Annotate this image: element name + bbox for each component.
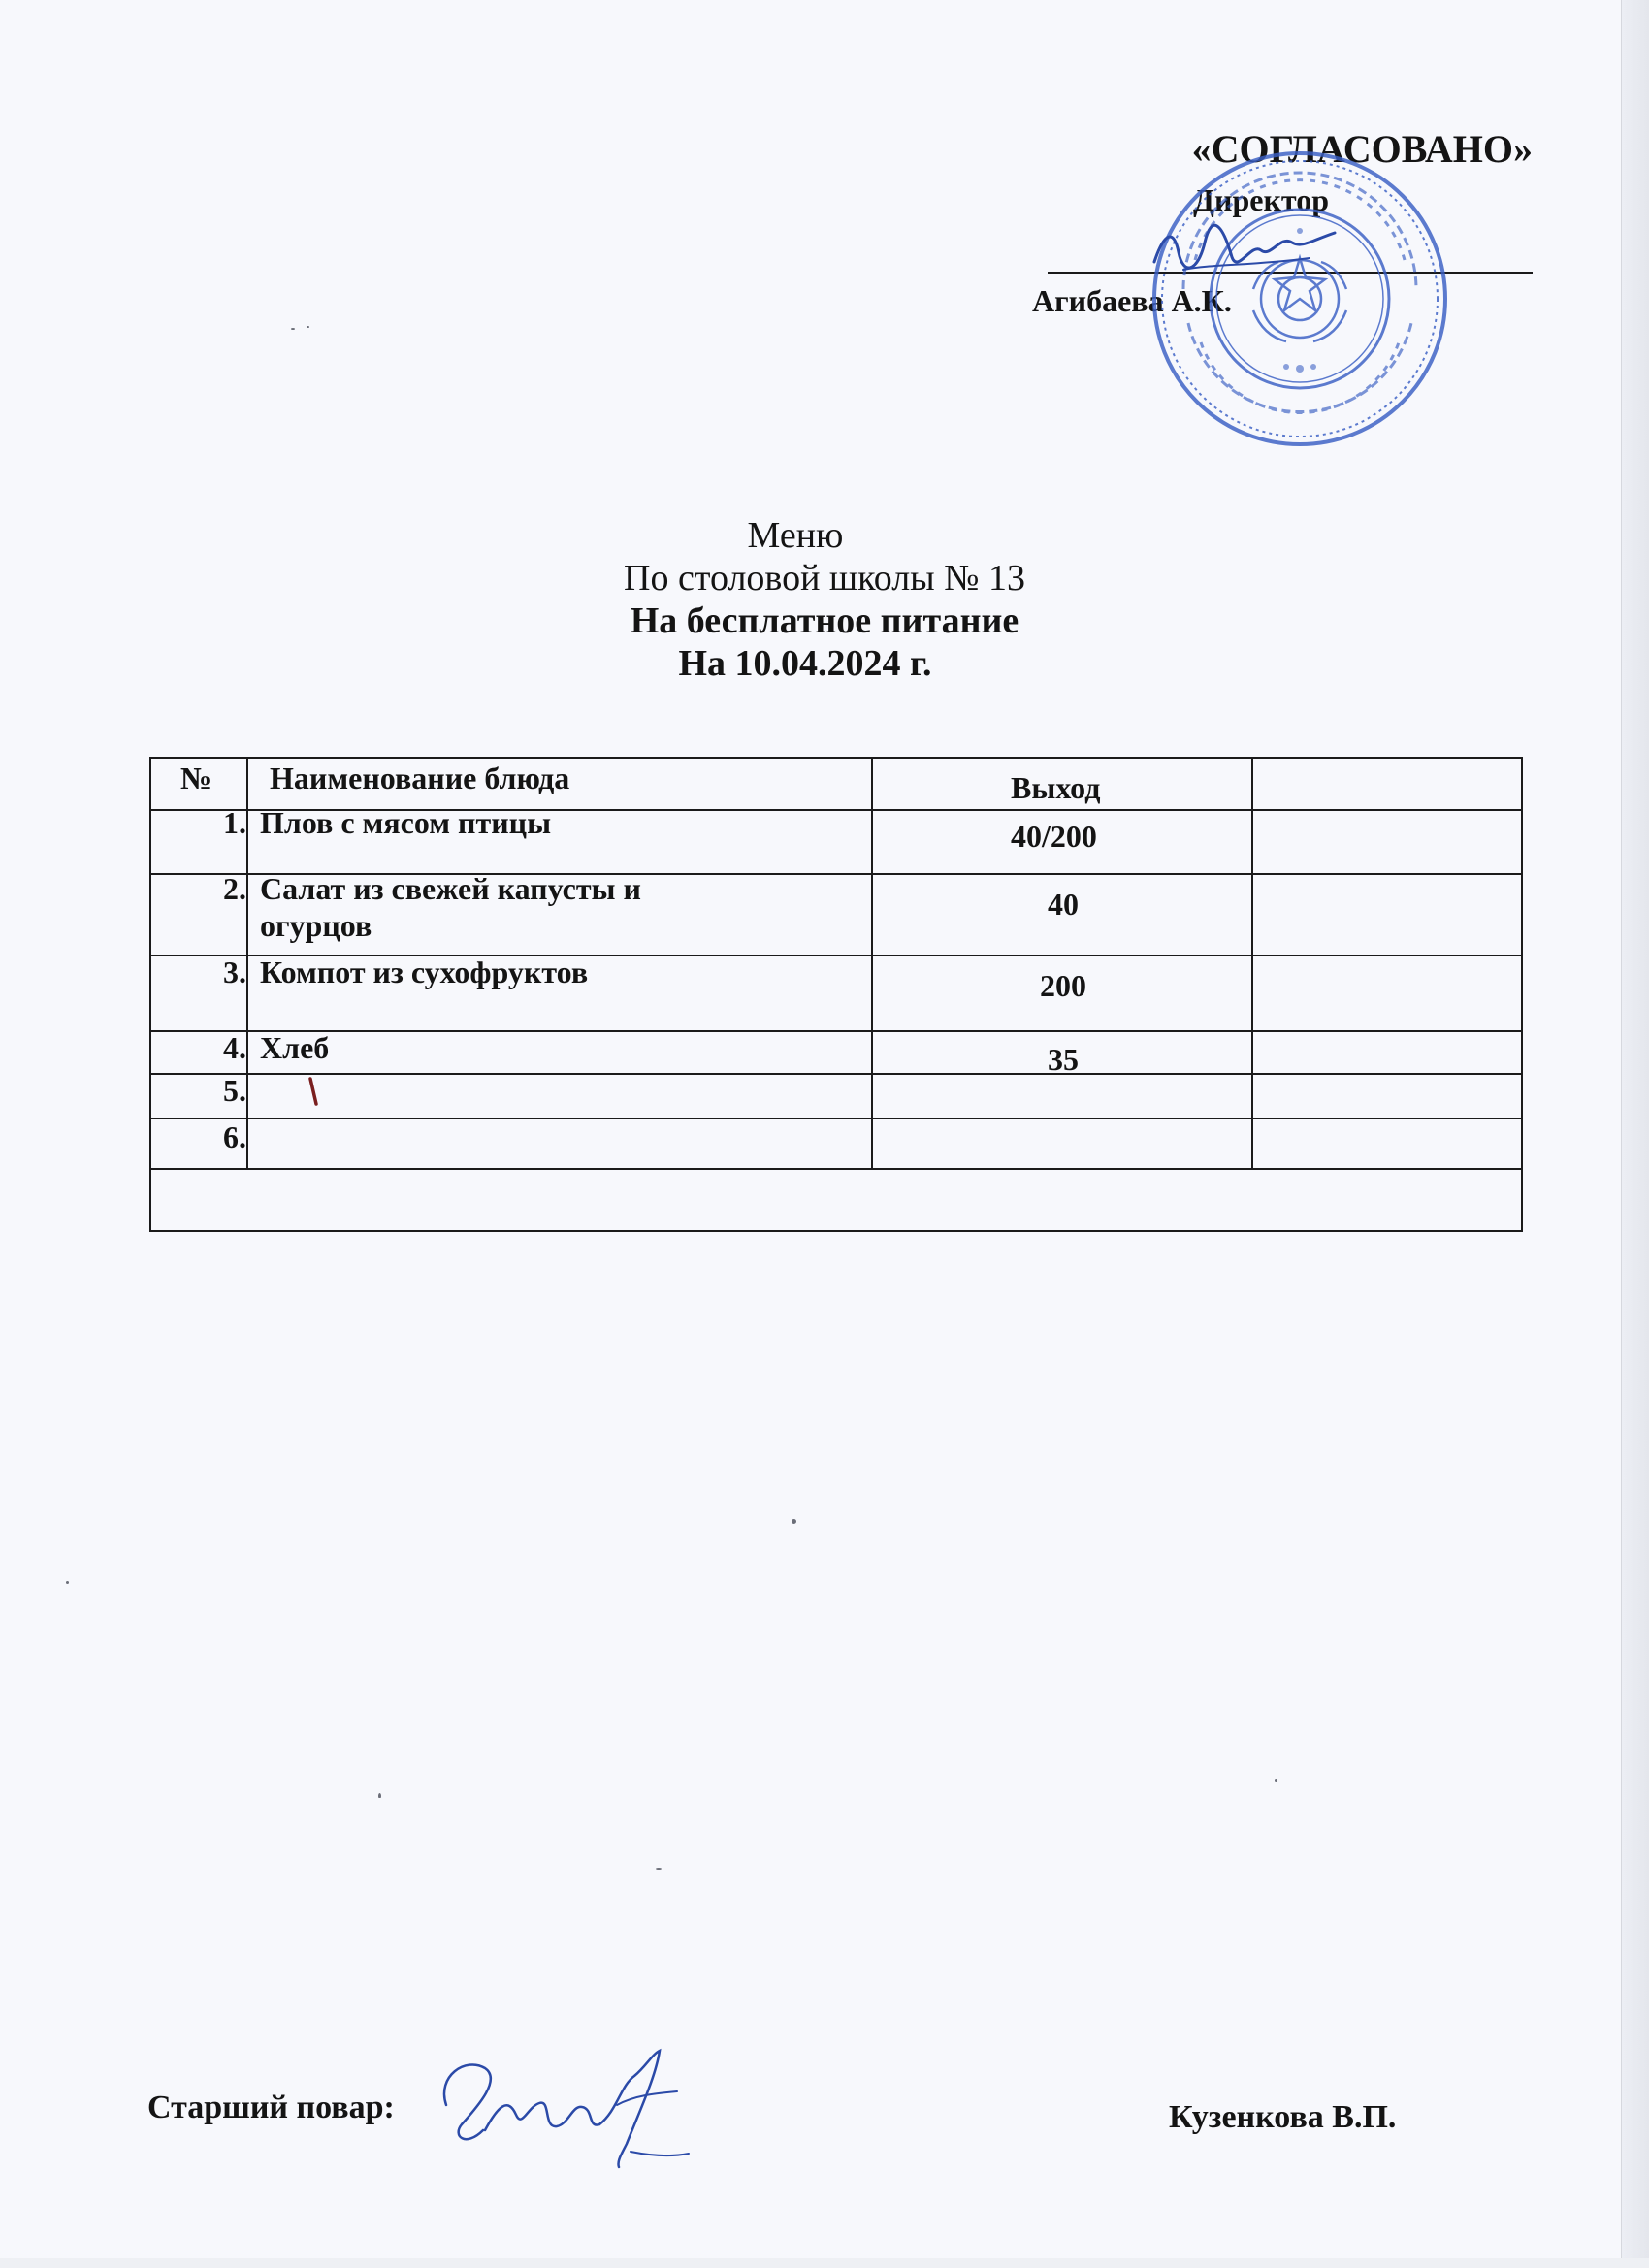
row-3-number: 3. bbox=[223, 955, 246, 989]
scan-speck bbox=[1275, 1779, 1277, 1782]
senior-cook-label: Старший повар: bbox=[147, 2090, 395, 2125]
table-col-divider bbox=[246, 757, 248, 1170]
col-header-number: № bbox=[180, 761, 212, 795]
table-row-divider bbox=[149, 1118, 1523, 1119]
scan-edge-right bbox=[1621, 0, 1649, 2268]
heading-meal-type: На бесплатное питание bbox=[630, 600, 1019, 641]
heading-date: На 10.04.2024 г. bbox=[678, 643, 932, 684]
table-border-right bbox=[1521, 757, 1523, 1232]
row-5-number: 5. bbox=[223, 1073, 246, 1108]
row-1-dish: Плов с мясом птицы bbox=[260, 805, 552, 840]
table-col-divider bbox=[871, 757, 873, 1170]
table-col-divider bbox=[1251, 757, 1253, 1170]
scan-speck bbox=[378, 1793, 381, 1798]
heading-school: По столовой школы № 13 bbox=[624, 558, 1025, 599]
row-4-dish: Хлеб bbox=[260, 1030, 330, 1065]
col-header-dish: Наименование блюда bbox=[270, 761, 570, 795]
col-header-output: Выход bbox=[1011, 770, 1101, 805]
table-row-divider bbox=[149, 1168, 1523, 1170]
senior-cook-signature bbox=[427, 2047, 718, 2173]
row-3-output: 200 bbox=[1040, 968, 1086, 1003]
approval-title: «СОГЛАСОВАНО» bbox=[1191, 127, 1533, 171]
director-signature bbox=[1145, 213, 1348, 281]
table-row-divider bbox=[149, 1073, 1523, 1075]
row-4-output: 35 bbox=[1048, 1042, 1079, 1077]
approval-name: Агибаева А.К. bbox=[1032, 283, 1232, 318]
senior-cook-name: Кузенкова В.П. bbox=[1169, 2099, 1397, 2135]
table-row-divider bbox=[149, 1030, 1523, 1032]
scan-speck bbox=[792, 1519, 796, 1524]
scan-speck bbox=[656, 1868, 662, 1870]
approval-role: Директор bbox=[1193, 182, 1329, 217]
menu-table bbox=[149, 757, 1523, 1232]
school-seal-stamp bbox=[1145, 144, 1455, 454]
scan-speck bbox=[291, 328, 295, 330]
row-2-output: 40 bbox=[1048, 887, 1079, 922]
row-1-number: 1. bbox=[223, 805, 246, 840]
row-3-dish: Компот из сухофруктов bbox=[260, 955, 589, 989]
scan-edge-bottom bbox=[0, 2258, 1649, 2268]
row-1-output: 40/200 bbox=[1011, 819, 1097, 854]
table-border-left bbox=[149, 757, 151, 1232]
row-6-number: 6. bbox=[223, 1119, 246, 1154]
table-border-bottom bbox=[149, 1230, 1523, 1232]
scan-speck bbox=[66, 1581, 69, 1584]
pen-mark bbox=[305, 1075, 324, 1110]
row-2-dish-line2: огурцов bbox=[260, 908, 372, 943]
menu-heading bbox=[388, 514, 1261, 685]
heading-title: Меню bbox=[747, 515, 844, 556]
scan-speck bbox=[307, 326, 309, 328]
row-2-number: 2. bbox=[223, 871, 246, 906]
table-border-top bbox=[149, 757, 1523, 759]
row-2-dish-line1: Салат из свежей капусты и bbox=[260, 871, 641, 906]
row-4-number: 4. bbox=[223, 1030, 246, 1065]
